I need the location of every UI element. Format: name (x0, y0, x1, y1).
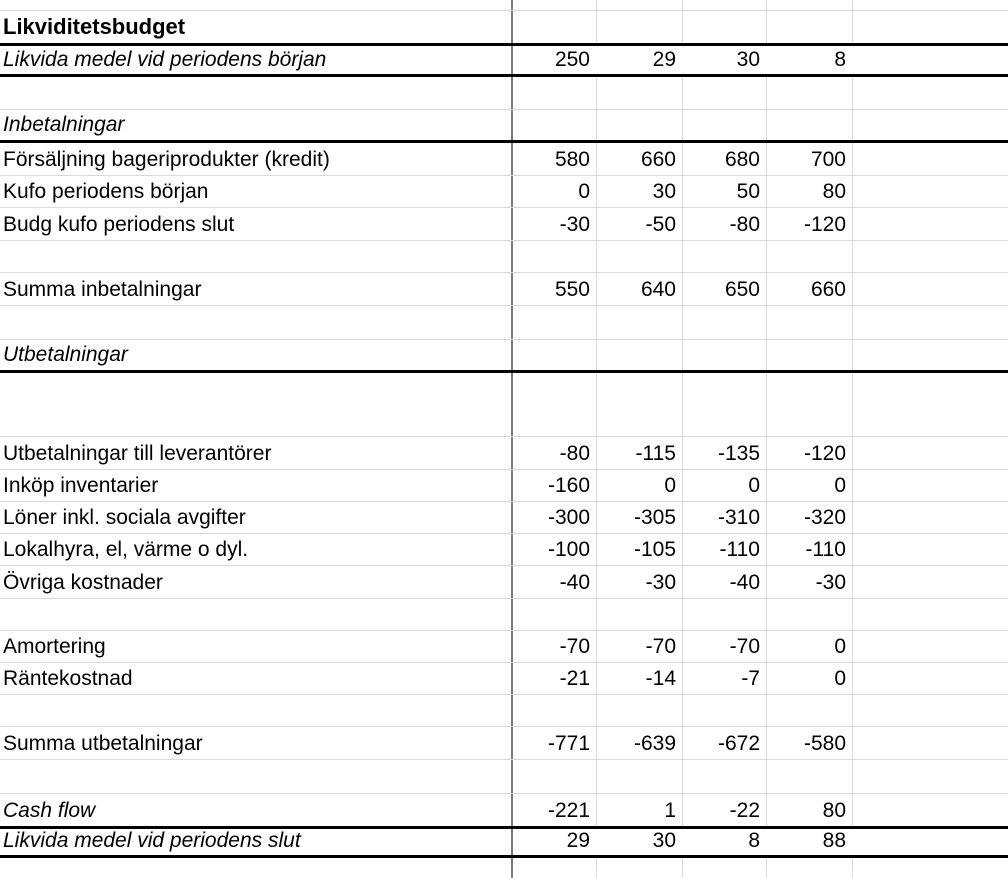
cell-empty[interactable] (853, 11, 1008, 43)
cell-value[interactable] (767, 695, 853, 726)
cell-value[interactable] (597, 0, 683, 10)
cell-empty[interactable] (853, 373, 1008, 436)
cell-label[interactable] (0, 241, 513, 272)
cell-value[interactable]: 0 (683, 470, 767, 501)
cell-empty[interactable] (853, 599, 1008, 630)
cell-value[interactable]: 0 (597, 470, 683, 501)
row-inkop-inventarier (0, 470, 1008, 502)
cell-value[interactable]: -70 (597, 631, 683, 662)
cell-label[interactable]: Likvida medel vid periodens början (0, 46, 513, 74)
cell-value[interactable]: 29 (652, 48, 676, 71)
cell-empty[interactable] (853, 470, 1008, 501)
cell-value[interactable]: -305 (597, 502, 683, 533)
row-utbetalningar-header (0, 340, 1008, 373)
cell-label[interactable]: Kufo periodens början (0, 176, 513, 207)
cell-value[interactable] (767, 241, 853, 272)
cell-empty[interactable] (853, 727, 1008, 759)
cell-value[interactable] (767, 306, 853, 339)
cell-value[interactable] (683, 110, 767, 140)
cell-value[interactable] (513, 858, 597, 878)
cell-empty[interactable] (853, 760, 1008, 793)
cell-value[interactable]: -115 (597, 437, 683, 469)
cell-value[interactable]: 88 (822, 829, 846, 852)
cell-value[interactable] (767, 340, 853, 370)
cell-value[interactable]: -221 (513, 794, 597, 826)
row-spacer (0, 760, 1008, 794)
cell-value[interactable] (513, 77, 597, 109)
section-heading[interactable]: Inbetalningar (0, 110, 513, 140)
cell-value[interactable]: 0 (767, 631, 853, 662)
cell-value[interactable] (683, 858, 767, 878)
cell-empty[interactable] (853, 46, 1008, 74)
cell-value[interactable] (767, 760, 853, 793)
cell-value[interactable] (513, 110, 597, 140)
cell-value[interactable]: -21 (513, 663, 597, 694)
cell-value[interactable]: -310 (683, 502, 767, 533)
cell-value[interactable]: 680 (683, 143, 767, 175)
cell-label[interactable]: Löner inkl. sociala avgifter (0, 502, 513, 533)
cell-value[interactable]: -70 (683, 631, 767, 662)
cell-value[interactable]: 700 (767, 143, 853, 175)
cell-empty[interactable] (853, 306, 1008, 339)
cell-value[interactable]: -80 (683, 208, 767, 240)
row-spacer (0, 241, 1008, 273)
row-spacer (0, 695, 1008, 727)
cell-value[interactable]: 8 (834, 48, 846, 71)
cell-value[interactable]: -300 (513, 502, 597, 533)
cell-label[interactable]: Utbetalningar till leverantörer (0, 437, 513, 469)
cell-empty[interactable] (853, 241, 1008, 272)
cell-label[interactable]: Amortering (0, 631, 513, 662)
cell-value[interactable]: -70 (513, 631, 597, 662)
cell-value[interactable]: -50 (597, 208, 683, 240)
cell-empty[interactable] (853, 0, 1008, 10)
cell-value[interactable]: -40 (683, 566, 767, 598)
cell-value[interactable]: 0 (767, 470, 853, 501)
cell-value[interactable] (767, 373, 853, 436)
cell-value[interactable]: -160 (513, 470, 597, 501)
cell-value[interactable]: 30 (597, 176, 683, 207)
row-ovriga-kostnader (0, 566, 1008, 599)
cell-value[interactable]: -40 (513, 566, 597, 598)
cell-label[interactable]: Cash flow (0, 794, 513, 826)
row-top-sliver (0, 0, 1008, 11)
row-summa-inbetalningar (0, 273, 1008, 306)
cell-value[interactable]: 30 (736, 48, 760, 71)
cell-value[interactable]: 0 (513, 176, 597, 207)
cell-value[interactable] (513, 0, 597, 10)
cell-value[interactable]: 80 (767, 176, 853, 207)
cell-value[interactable] (513, 11, 597, 43)
row-opening-balance (0, 43, 1008, 77)
cell-value[interactable] (513, 695, 597, 726)
cell-value[interactable] (513, 760, 597, 793)
cell-value[interactable]: 50 (683, 176, 767, 207)
cell-value[interactable]: -30 (513, 208, 597, 240)
cell-value[interactable]: 660 (597, 143, 683, 175)
cell-value[interactable]: 250 (554, 48, 590, 71)
cell-empty[interactable] (853, 794, 1008, 826)
row-lokalhyra (0, 534, 1008, 566)
cell-label[interactable]: Likvida medel vid periodens slut (0, 829, 513, 855)
cell-value[interactable]: -110 (683, 534, 767, 565)
cell-value[interactable]: 30 (652, 829, 676, 852)
cell-value[interactable]: -14 (597, 663, 683, 694)
cell-value[interactable] (767, 599, 853, 630)
cell-label[interactable]: Övriga kostnader (0, 566, 513, 598)
cell-value[interactable]: -100 (513, 534, 597, 565)
cell-value[interactable] (683, 340, 767, 370)
cell-value[interactable]: -320 (767, 502, 853, 533)
cell-value[interactable] (683, 760, 767, 793)
row-kufo-borjan (0, 176, 1008, 208)
cell-label[interactable] (0, 599, 513, 630)
cell-label[interactable]: Räntekostnad (0, 663, 513, 694)
row-forsaljning (0, 143, 1008, 176)
cell-value[interactable] (767, 858, 853, 878)
cell-label[interactable]: Budg kufo periodens slut (0, 208, 513, 240)
cell-value[interactable] (767, 0, 853, 10)
cell-value[interactable]: -120 (767, 208, 853, 240)
cell-value[interactable]: -30 (767, 566, 853, 598)
sheet-title[interactable]: Likviditetsbudget (0, 11, 513, 43)
row-spacer (0, 77, 1008, 110)
row-title (0, 11, 1008, 43)
cell-value[interactable]: -580 (767, 727, 853, 759)
cell-label[interactable] (0, 373, 513, 436)
row-summa-utbetalningar (0, 727, 1008, 760)
cell-value[interactable] (597, 373, 683, 436)
cell-empty[interactable] (853, 663, 1008, 694)
cell-empty[interactable] (853, 437, 1008, 469)
cell-value[interactable]: 29 (566, 829, 590, 852)
cell-value[interactable] (513, 340, 597, 370)
cell-value[interactable]: 8 (748, 829, 760, 852)
cell-value[interactable]: 1 (597, 794, 683, 826)
cell-empty[interactable] (853, 566, 1008, 598)
cell-label[interactable] (0, 858, 513, 878)
row-loner (0, 502, 1008, 534)
cell-value[interactable]: -120 (767, 437, 853, 469)
cell-value[interactable] (767, 77, 853, 109)
row-inbetalningar-header (0, 110, 1008, 143)
cell-value[interactable] (597, 110, 683, 140)
cell-value[interactable] (597, 599, 683, 630)
cell-value[interactable]: -105 (597, 534, 683, 565)
cell-value[interactable] (767, 11, 853, 43)
cell-value[interactable] (597, 306, 683, 339)
cell-empty[interactable] (853, 534, 1008, 565)
cell-label[interactable]: Försäljning bageriprodukter (kredit) (0, 143, 513, 175)
cell-label[interactable] (0, 77, 513, 109)
cell-value[interactable] (683, 77, 767, 109)
cell-value[interactable]: 0 (767, 663, 853, 694)
cell-value[interactable]: -110 (767, 534, 853, 565)
cell-value[interactable]: -639 (597, 727, 683, 759)
cell-value[interactable]: 80 (767, 794, 853, 826)
cell-empty[interactable] (853, 110, 1008, 140)
cell-value[interactable]: -80 (513, 437, 597, 469)
cell-value[interactable] (683, 599, 767, 630)
cell-value[interactable] (597, 11, 683, 43)
cell-value[interactable] (597, 858, 683, 878)
row-spacer-tall (0, 373, 1008, 437)
cell-empty[interactable] (853, 77, 1008, 109)
cell-value[interactable] (597, 340, 683, 370)
cell-value[interactable]: 580 (513, 143, 597, 175)
cell-label[interactable]: Summa inbetalningar (0, 273, 513, 305)
cell-empty[interactable] (853, 176, 1008, 207)
cell-value[interactable]: -7 (683, 663, 767, 694)
row-closing-balance (0, 826, 1008, 858)
cell-label[interactable] (0, 0, 513, 10)
cell-value[interactable] (767, 110, 853, 140)
cell-empty[interactable] (853, 340, 1008, 370)
cell-value[interactable] (683, 695, 767, 726)
cell-label[interactable] (0, 760, 513, 793)
row-budg-kufo-slut (0, 208, 1008, 241)
cell-empty[interactable] (853, 695, 1008, 726)
cell-value[interactable] (513, 306, 597, 339)
cell-value[interactable] (513, 599, 597, 630)
section-heading[interactable]: Utbetalningar (0, 340, 513, 370)
row-rantekostnad (0, 663, 1008, 695)
cell-value[interactable] (683, 241, 767, 272)
row-utbetalningar-leverantorer (0, 437, 1008, 470)
cell-empty[interactable] (853, 631, 1008, 662)
cell-value[interactable]: 650 (683, 273, 767, 305)
row-amortering (0, 631, 1008, 663)
cell-empty[interactable] (853, 858, 1008, 878)
cell-value[interactable] (683, 0, 767, 10)
cell-value[interactable]: 640 (597, 273, 683, 305)
cell-value[interactable] (683, 306, 767, 339)
cell-value[interactable] (597, 760, 683, 793)
row-spacer (0, 599, 1008, 631)
row-cash-flow (0, 794, 1008, 826)
cell-value[interactable] (513, 241, 597, 272)
cell-empty[interactable] (853, 502, 1008, 533)
cell-empty[interactable] (853, 273, 1008, 305)
cell-value[interactable]: 660 (767, 273, 853, 305)
row-spacer (0, 306, 1008, 340)
cell-value[interactable]: -30 (597, 566, 683, 598)
cell-label[interactable]: Summa utbetalningar (0, 727, 513, 759)
cell-label[interactable] (0, 306, 513, 339)
cell-empty[interactable] (853, 208, 1008, 240)
cell-value[interactable] (683, 373, 767, 436)
cell-value[interactable]: -672 (683, 727, 767, 759)
cell-label[interactable]: Inköp inventarier (0, 470, 513, 501)
cell-value[interactable]: -22 (683, 794, 767, 826)
cell-value[interactable] (597, 695, 683, 726)
cell-value[interactable]: 550 (513, 273, 597, 305)
cell-value[interactable] (597, 241, 683, 272)
cell-empty[interactable] (853, 829, 1008, 855)
cell-value[interactable]: -771 (513, 727, 597, 759)
cell-value[interactable] (597, 77, 683, 109)
cell-value[interactable]: -135 (683, 437, 767, 469)
row-bottom-sliver (0, 858, 1008, 878)
cell-label[interactable]: Lokalhyra, el, värme o dyl. (0, 534, 513, 565)
cell-value[interactable] (513, 373, 597, 436)
cell-value[interactable] (683, 11, 767, 43)
cell-empty[interactable] (853, 143, 1008, 175)
cell-label[interactable] (0, 695, 513, 726)
